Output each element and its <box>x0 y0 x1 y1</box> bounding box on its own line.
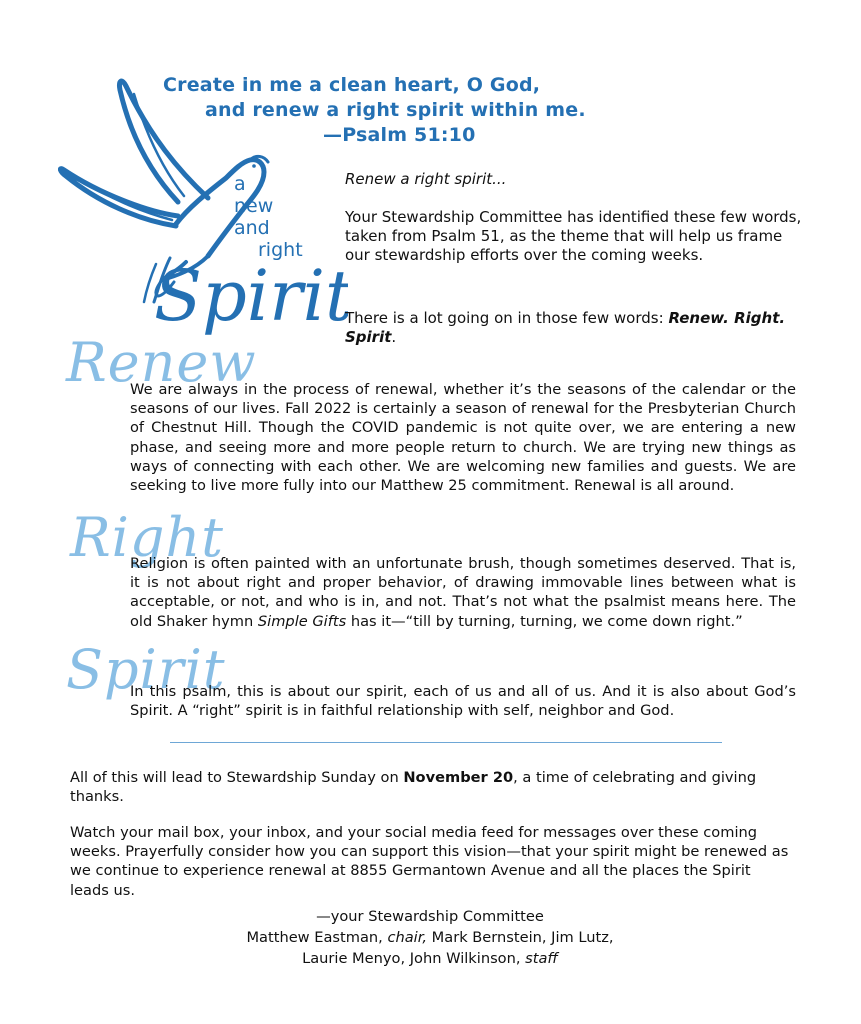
signature-line-1: —your Stewardship Committee <box>316 908 544 925</box>
intro-lead: Renew a right spirit... <box>345 170 507 188</box>
logo-word-a: a <box>234 173 246 195</box>
intro-p2-text: There is a lot going on in those few words: <box>345 309 669 327</box>
closing-p1-after: , a time of celebrating and giving thanks. <box>70 769 757 806</box>
renew-paragraph: We are always in the process of renewal, whether it’s the seasons of the calendar or the seasons of our lives. Fall 2022 is certainly a season of renewal for the Presbyterian Church of Chestnut Hill. Though the COVID pandemic is not quite over, we are entering a new phase, and seeing more and more people return to church. We are trying new things as ways of connecting with each other. We are welcoming new families and guests. We are seeking to live more fully into our Matthew 25 commitment. Renewal is all around. <box>130 381 796 495</box>
right-paragraph <box>130 554 796 631</box>
verse-line-1: Create in me a clean heart, O God, <box>163 74 541 96</box>
logo-word-right: right <box>258 239 303 261</box>
signature-names-3: Laurie Menyo, John Wilkinson, <box>302 950 526 967</box>
spirit-logo <box>58 74 348 346</box>
verse-line-2: and renew a right spirit within me. <box>205 99 586 121</box>
divider <box>170 742 722 743</box>
intro-p2-end: . <box>391 328 397 346</box>
intro-paragraph-2 <box>345 309 805 347</box>
hymn-title: Simple Gifts <box>257 612 347 630</box>
signature-names-2: Mark Bernstein, Jim Lutz, <box>427 929 614 946</box>
stewardship-date: November 20 <box>403 769 514 786</box>
signature-role-chair: chair, <box>387 929 428 946</box>
intro-p2-emphasis: Renew. Right. Spirit <box>345 309 786 346</box>
signature-line-2 <box>120 927 740 948</box>
signature-role-staff: staff <box>525 950 558 967</box>
renew-heading: Renew <box>66 331 257 394</box>
spirit-paragraph: In this psalm, this is about our spirit, each of us and all of us. And it is also about God’s Spirit. A “right” spirit is in faithful relationship with self, neighbor and God. <box>130 683 796 720</box>
dove-icon <box>58 74 348 346</box>
right-text-before: Religion is often painted with an unfortunate brush, though sometimes deserved. That is, it is not about right and proper behavior, of drawing immovable lines between what is acceptable, or not, and who is in, and not. That’s not what the psalmist means here. The old Shaker hymn <box>130 555 796 630</box>
spirit-heading: Spirit <box>66 638 226 701</box>
right-text-after: has it—“till by turning, turning, we come down right.” <box>346 612 743 630</box>
intro-paragraph-1: Your Stewardship Committee has identified these few words, taken from Psalm 51, as the theme that will help us frame our stewardship efforts over the coming weeks. <box>345 208 802 264</box>
verse-citation: —Psalm 51:10 <box>323 124 476 146</box>
signature-line-3 <box>120 948 740 969</box>
logo-word-spirit: Spirit <box>154 255 348 337</box>
closing-paragraph-2: Watch your mail box, your inbox, and your social media feed for messages over these coming weeks. Prayerfully consider how you can support this vision—that your spirit might be renewed as we continue to experience renewal at 8855 Germantown Avenue and all the places the Spirit leads us. <box>70 824 789 899</box>
signature-name-1: Matthew Eastman, <box>246 929 388 946</box>
closing-paragraph-1 <box>70 768 790 806</box>
logo-word-new: new <box>234 195 274 217</box>
closing-p1-before: All of this will lead to Stewardship Sunday on <box>70 769 404 786</box>
right-heading: Right <box>70 506 224 569</box>
logo-word-and: and <box>234 217 270 239</box>
